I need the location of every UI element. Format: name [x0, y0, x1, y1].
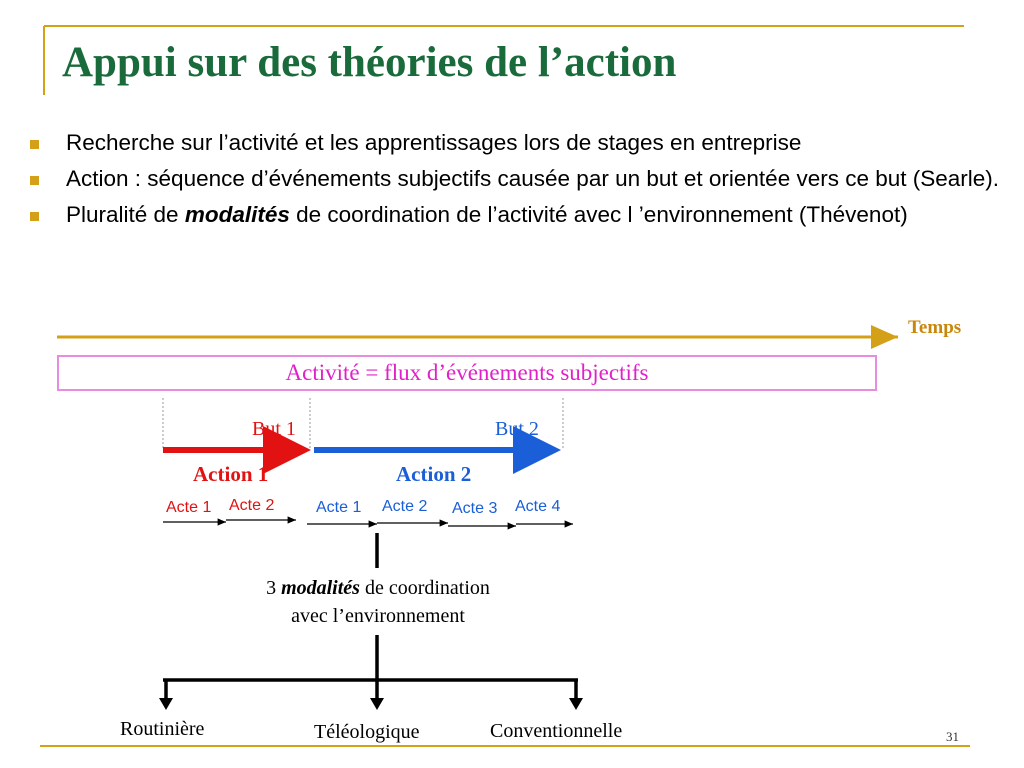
acte-label: Acte 1	[316, 499, 362, 516]
bullet-text: Recherche sur l’activité et les apprentissages lors de stages en entreprise	[66, 130, 802, 155]
caption-emphasis: modalités	[281, 577, 360, 599]
activite-box	[57, 355, 877, 391]
caption-text: 3	[266, 577, 282, 599]
but1-label: But 1	[252, 418, 296, 440]
branch-label-routiniere: Routinière	[120, 718, 205, 740]
acte-label: Acte 1	[166, 499, 212, 516]
bullet-text-post: de coordination de l’activité avec l ’environnement (Thévenot)	[289, 202, 908, 227]
branch-label-teleologique: Téléologique	[314, 721, 420, 743]
caption-text: avec l’environnement	[291, 605, 465, 627]
page-number: 31	[946, 729, 959, 744]
down-arrow-icon	[569, 698, 583, 710]
acte-label: Acte 2	[229, 497, 275, 514]
caption-text: de coordination	[359, 577, 490, 599]
branch-label-conventionnelle: Conventionnelle	[490, 720, 623, 742]
page-title: Appui sur des théories de l’action	[62, 39, 677, 86]
bullet-emphasis: modalités	[184, 202, 290, 227]
but2-label: But 2	[495, 418, 539, 440]
down-arrow-icon	[370, 698, 384, 710]
modalites-caption	[220, 574, 536, 630]
acte-label: Acte 2	[382, 498, 428, 515]
down-arrow-icon	[159, 698, 173, 710]
action1-label: Action 1	[193, 462, 269, 486]
bullet-text-pre: Pluralité de	[66, 202, 185, 227]
activite-label: Activité = flux d’événements subjectifs	[285, 360, 649, 385]
temps-label: Temps	[908, 317, 962, 338]
action2-label: Action 2	[396, 462, 472, 486]
acte-label: Acte 4	[515, 498, 561, 515]
bullet-text: Action : séquence d’événements subjectifs causée par un but et orientée vers ce but (Searle).	[66, 166, 1000, 191]
acte-label: Acte 3	[452, 500, 498, 517]
